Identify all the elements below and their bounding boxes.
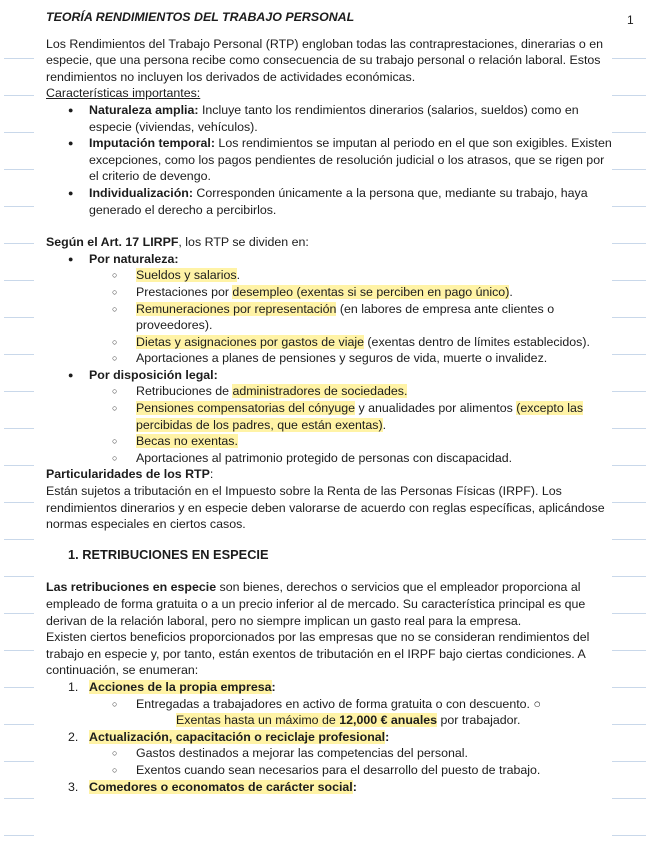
article-reference: Según el Art. 17 LIRPF — [46, 235, 179, 250]
item-text: Aportaciones al patrimonio protegido de personas con discapacidad. — [136, 450, 513, 465]
margin-line — [612, 391, 646, 392]
item-suffix: : — [352, 779, 357, 794]
term-text: Los rendimientos se imputan al periodo en el que son exigibles. Existen excepciones, como los pagos pendientes de resolución judicial o los atrasos, que se rigen por el criterio de devengo. — [89, 136, 612, 184]
margin-line — [612, 835, 646, 836]
margin-line — [612, 687, 646, 688]
margin-line — [4, 835, 34, 836]
margin-line — [612, 206, 646, 207]
category-label: Por naturaleza: — [89, 251, 179, 266]
highlight: Remuneraciones por representación — [136, 301, 337, 316]
margin-line — [4, 206, 34, 207]
intro-paragraph: Los Rendimientos del Trabajo Personal (RTP) engloban todas las contraprestaciones, dinerarias o en especie, que una persona recibe como consecuencia de su trabajo personal o relación laboral. Estos rendimientos no incluyen los derivados de actividades económicas. — [46, 36, 603, 84]
term-text: Incluye tanto los rendimientos dinerarios (salarios, sueldos) como en especie (viviendas, vehículos). — [89, 102, 579, 134]
classification-intro — [46, 234, 612, 251]
margin-line — [612, 428, 646, 429]
item-text: . — [236, 268, 241, 283]
item-number: 2. — [68, 729, 79, 744]
document-title: TEORÍA RENDIMIENTOS DEL TRABAJO PERSONAL — [46, 10, 355, 24]
margin-line — [612, 95, 646, 96]
particularities-title: Particularidades de los RTP — [46, 467, 210, 482]
list-item — [46, 185, 612, 218]
highlight: desempleo (exentas si se perciben en pago único) — [232, 284, 510, 299]
item-text: . — [382, 417, 387, 432]
section-paragraph: Existen ciertos beneficios proporcionados por las empresas que no se consideran rendimientos del trabajo en especie y, por tanto, están exentos de tributación en el IRPF bajo ciertas condiciones. A continuación, se enumeran: — [46, 630, 590, 678]
margin-line — [612, 243, 646, 244]
highlight: (excepto las percibidas de los padres, que están exentas) — [136, 401, 584, 432]
sub-list-item — [46, 762, 612, 779]
highlight: Sueldos y salarios — [136, 268, 237, 283]
margin-line — [612, 576, 646, 577]
sub-list-item-continuation — [46, 712, 612, 729]
sub-list-item — [46, 383, 612, 400]
term: Naturaleza amplia: — [89, 102, 199, 117]
highlight: Becas no exentas. — [136, 434, 238, 449]
margin-line — [612, 58, 646, 59]
margin-line — [612, 539, 646, 540]
margin-line — [4, 539, 34, 540]
margin-line — [612, 169, 646, 170]
margin-line — [612, 798, 646, 799]
section-heading: 1. RETRIBUCIONES EN ESPECIE — [68, 546, 269, 562]
highlight: Exentas hasta un máximo de — [176, 713, 340, 728]
list-item — [46, 679, 612, 696]
margin-line — [612, 280, 646, 281]
item-label: Comedores o economatos de carácter social — [89, 779, 353, 794]
sub-list-item — [46, 745, 612, 762]
item-text: (exentas dentro de límites establecidos). — [363, 334, 590, 349]
margin-line — [612, 650, 646, 651]
highlight: Dietas y asignaciones por gastos de viaje — [136, 334, 364, 349]
exempt-benefits-list — [46, 679, 612, 795]
item-text: por trabajador. — [437, 713, 521, 728]
sub-list-item — [46, 450, 612, 467]
section-paragraph — [46, 579, 612, 629]
sub-list-item — [46, 400, 612, 433]
margin-line — [4, 687, 34, 688]
item-text: Aportaciones a planes de pensiones y seguros de vida, muerte o invalidez. — [136, 351, 548, 366]
characteristics-list — [46, 102, 612, 218]
document-page — [46, 9, 612, 795]
margin-line — [4, 95, 34, 96]
item-text: Retribuciones de — [136, 384, 233, 399]
sub-list-item — [46, 334, 612, 351]
particularities-text: Están sujetos a tributación en el Impuesto sobre la Renta de las Personas Físicas (IRPF). Los rendimientos dinerarios y en especie deben valorarse de acuerdo con reglas específicas, aplicándose normas especiales en ciertos casos. — [46, 484, 605, 532]
item-suffix: : — [385, 729, 390, 744]
item-label: Actualización, capacitación o reciclaje profesional — [89, 729, 386, 744]
paragraph-text: son bienes, derechos o servicios que el empleador proporciona al empleado de forma gratuita o a un precio inferior al de mercado. Su característica principal es que derivan de la relación laboral, pero no siempre implican un gasto real para la empresa. — [46, 580, 586, 628]
margin-line — [612, 502, 646, 503]
item-text: (en labores de empresa ante clientes o proveedores). — [136, 301, 555, 333]
margin-line — [4, 465, 34, 466]
highlight-bold: 12,000 € anuales — [339, 713, 438, 728]
margin-line — [4, 58, 34, 59]
characteristics-heading: Características importantes: — [46, 86, 201, 101]
item-number: 1. — [68, 679, 79, 694]
margin-line — [4, 798, 34, 799]
margin-line — [612, 761, 646, 762]
list-item — [46, 367, 612, 384]
sub-list-item — [46, 696, 612, 713]
margin-line — [4, 724, 34, 725]
margin-line — [4, 576, 34, 577]
particularities-heading — [46, 466, 612, 483]
item-suffix: : — [271, 679, 276, 694]
term-text: Corresponden únicamente a la persona que, mediante su trabajo, haya generado el derecho a percibirlos. — [89, 185, 588, 217]
sub-list-item — [46, 301, 612, 334]
sub-list-item — [46, 284, 612, 301]
margin-line — [4, 502, 34, 503]
item-text: Entregadas a trabajadores en activo de forma gratuita o con descuento. ○ — [136, 696, 541, 711]
sub-list-item — [46, 267, 612, 284]
margin-line — [4, 317, 34, 318]
margin-line — [4, 280, 34, 281]
margin-line — [4, 650, 34, 651]
term: Imputación temporal: — [89, 136, 215, 151]
heading-suffix: : — [209, 467, 214, 482]
page-number: 1 — [627, 13, 634, 27]
margin-line — [612, 132, 646, 133]
margin-line — [4, 243, 34, 244]
margin-line — [612, 724, 646, 725]
margin-line — [612, 613, 646, 614]
item-text: Exentos cuando sean necesarios para el desarrollo del puesto de trabajo. — [136, 762, 541, 777]
item-text: y anualidades por alimentos — [355, 401, 517, 416]
classification-list — [46, 251, 612, 467]
category-label: Por disposición legal: — [89, 367, 218, 382]
list-item — [46, 102, 612, 135]
margin-line — [4, 428, 34, 429]
list-item — [46, 729, 612, 746]
highlight: Pensiones compensatorias del cónyuge — [136, 401, 356, 416]
margin-line — [4, 354, 34, 355]
margin-line — [612, 317, 646, 318]
item-text: Gastos destinados a mejorar las competencias del personal. — [136, 746, 468, 761]
list-item — [46, 135, 612, 185]
margin-line — [4, 761, 34, 762]
item-text: . — [509, 284, 513, 299]
item-number: 3. — [68, 779, 79, 794]
margin-line — [4, 169, 34, 170]
term: Individualización: — [89, 185, 193, 200]
highlight: administradores de sociedades. — [232, 384, 408, 399]
classification-intro-text: , los RTP se dividen en: — [178, 235, 309, 250]
list-item — [46, 779, 612, 796]
item-text: Prestaciones por — [136, 284, 233, 299]
margin-line — [4, 613, 34, 614]
margin-line — [4, 132, 34, 133]
sub-list-item — [46, 433, 612, 450]
list-item — [46, 251, 612, 268]
sub-list-item — [46, 350, 612, 367]
item-label: Acciones de la propia empresa — [89, 679, 272, 694]
margin-line — [612, 354, 646, 355]
bold-term: Las retribuciones en especie — [46, 580, 217, 595]
margin-line — [612, 465, 646, 466]
margin-line — [4, 391, 34, 392]
